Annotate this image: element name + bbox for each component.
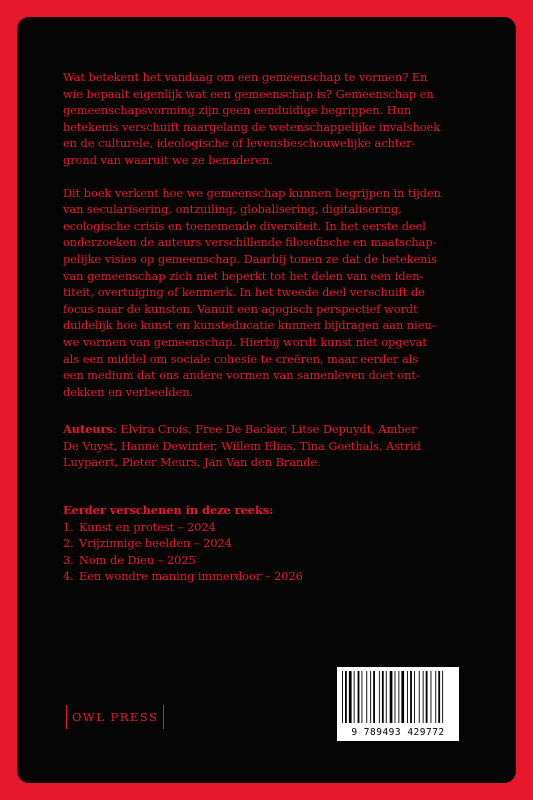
- barcode-bar: [419, 671, 420, 723]
- barcode-bar: [366, 671, 367, 723]
- barcode-bar: [438, 671, 440, 723]
- series-section: Eerder verschenen in deze reeks: 1. Kunst en protest – 2024 2. Vrijzinnige beelden – 2024 3. Nom de Dieu – 2025 4. Een wondre maning immerdoor – 2026: [63, 502, 475, 586]
- series-title: Eerder verschenen in deze reeks: [63, 503, 270, 518]
- barcode-bar: [398, 671, 399, 723]
- publisher-logo: [66, 705, 164, 729]
- barcode-bar: [345, 671, 347, 723]
- barcode-bar: [401, 671, 404, 723]
- barcode-bar: [382, 671, 384, 723]
- barcode-bar: [435, 671, 436, 723]
- list-item: 2. Vrijzinnige beelden – 2024: [63, 537, 232, 551]
- publisher-name: OWL PRESS: [72, 710, 159, 724]
- barcode-bar: [373, 671, 375, 723]
- authors-paragraph: Auteurs: Elvira Crois, Free De Backer, Litse Depuydt, Amber De Vuyst, Hanne Dewinter, Willem Elias, Tina Goethals, Astrid Luypaert, Pieter Meurs, Jan Van den Brande.: [63, 422, 421, 470]
- barcode-bar: [342, 671, 343, 723]
- intro-paragraph: Wat betekent het vandaag om een gemeenschap te vormen? En wie bepaalt eigenlijk wat een gemeenschap is? Gemeenschap en gemeenschapsvorming zijn geen eenduidige begrippen. Hun betekenis verschuift naargelang de wetenschappelijke invalshoek en de culturele, ideologische of levensbeschouwelijke achter- grond van waaruit we ze benaderen.: [63, 71, 441, 167]
- logo-right-bar: [163, 705, 164, 729]
- list-item: 3. Nom de Dieu – 2025: [63, 553, 196, 567]
- barcode-bar: [370, 671, 371, 723]
- barcode-bar: [386, 671, 387, 723]
- barcode-bar: [431, 671, 432, 723]
- barcode-bars: [341, 671, 455, 723]
- barcode-bar: [354, 671, 355, 723]
- barcode-bar: [410, 671, 412, 723]
- barcode-bar: [395, 671, 396, 723]
- barcode-bar: [426, 671, 428, 723]
- barcode-bar: [442, 671, 443, 723]
- barcode-bar: [423, 671, 424, 723]
- isbn-digits: 9 789493 429772: [351, 727, 445, 738]
- barcode-bar: [379, 671, 380, 723]
- barcode-bar: [349, 671, 352, 723]
- body-paragraph: Dit boek verkent hoe we gemeenschap kunnen begrijpen in tijden van secularisering, ontzuiling, globalisering, digitalisering, ecologische crisis en toenemende diversiteit. In het eerste deel onderzoeken de auteurs verschillende filosofische en maatschap- pelijke visies op gemeenschap. Daarbij tonen ze dat de betekenis van gemeenschap zich niet beperkt tot het delen van een iden- titeit, overtuiging of kenmerk. In het tweede deel verschuift de focus naar de kunsten. Vanuit een agogisch perspectief wordt duidelijk hoe kunst en kunsteducatie kunnen bijdragen aan nieu- we vormen van gemeenschap. Hierbij wordt kunst niet opgevat als een middel om sociale cohesie te creëren, maar eerder als een medium dat ons andere vormen van samenleven doet ont- dekken en verbeelden.: [63, 186, 441, 399]
- back-cover-text: [63, 70, 475, 586]
- barcode-bar: [407, 671, 408, 723]
- list-item: 4. Een wondre maning immerdoor – 2026: [63, 570, 303, 584]
- barcode-bar: [362, 671, 363, 723]
- barcode-bar: [390, 671, 393, 723]
- barcode-bar: [414, 671, 415, 723]
- isbn-barcode: [337, 667, 459, 741]
- series-list: [63, 520, 475, 586]
- list-item: 1. Kunst en protest – 2024: [63, 520, 216, 534]
- authors-label: Auteurs: [63, 422, 113, 437]
- barcode-bar: [358, 671, 360, 723]
